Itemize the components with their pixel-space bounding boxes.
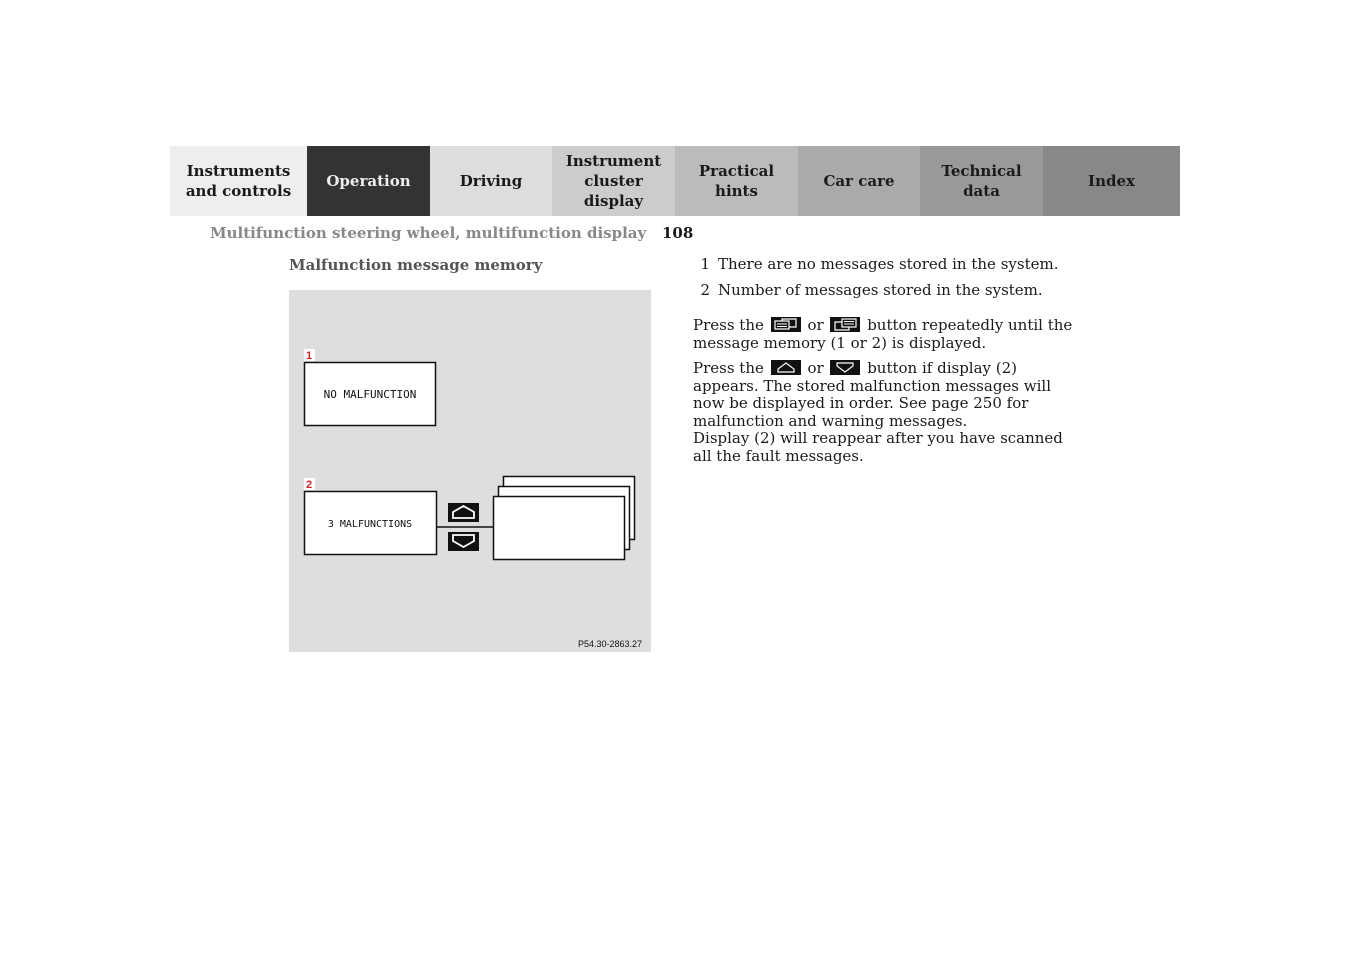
tab-car-care[interactable]: Car care xyxy=(798,146,920,216)
next-display-button-icon xyxy=(830,317,860,332)
arrow-down-button-icon xyxy=(830,360,860,375)
paragraph-select-memory: Press the or button repeatedly until the message memory (1 or 2) is displayed. xyxy=(693,316,1073,352)
tab-practical-hints[interactable]: Practical hints xyxy=(675,146,798,216)
figure-id: P54.30-2863.27 xyxy=(577,639,642,649)
list-item-text: Number of messages stored in the system. xyxy=(718,280,1043,299)
figure-background xyxy=(289,290,651,652)
callout-1: 1 xyxy=(306,350,313,362)
tab-driving[interactable]: Driving xyxy=(430,146,552,216)
page-number: 108 xyxy=(662,224,694,242)
arrow-up-button-icon xyxy=(771,360,801,375)
tab-operation[interactable]: Operation xyxy=(307,146,430,216)
display-2-text: 3 MALFUNCTIONS xyxy=(327,519,413,530)
callout-2: 2 xyxy=(306,479,313,491)
arrow-up-button-icon xyxy=(448,503,479,522)
chapter-tabs xyxy=(170,146,1180,216)
list-item xyxy=(693,282,1073,300)
malfunction-memory-figure xyxy=(289,290,651,652)
figure-illustration xyxy=(289,290,651,652)
list-item xyxy=(693,256,1073,274)
previous-display-button-icon xyxy=(771,317,801,332)
list-item-number: 2 xyxy=(700,280,710,299)
list-item-number: 1 xyxy=(700,255,710,273)
tab-technical-data[interactable]: Technical data xyxy=(920,146,1043,216)
instructions xyxy=(693,256,1073,465)
message-display-stack-front xyxy=(494,497,625,560)
paragraph-scroll-messages: Press the or button if display (2) appears. The stored malfunction messages will now be displayed in order. See page 250 for malfunction and warning messages. Display (2) will reappear after you have scanned all the fault messages. xyxy=(693,359,1063,465)
arrow-down-button-icon xyxy=(448,532,479,551)
tab-index[interactable]: Index xyxy=(1043,146,1180,216)
list-item-text: There are no messages stored in the system. xyxy=(718,255,1059,273)
sub-heading: Malfunction message memory xyxy=(289,256,543,274)
tab-instruments-and-controls[interactable]: Instruments and controls xyxy=(170,146,307,216)
tab-instrument-cluster-display[interactable]: Instrument cluster display xyxy=(552,146,675,216)
section-title: Multifunction steering wheel, multifunction display xyxy=(210,224,647,242)
display-1-text: NO MALFUNCTION xyxy=(323,388,417,401)
